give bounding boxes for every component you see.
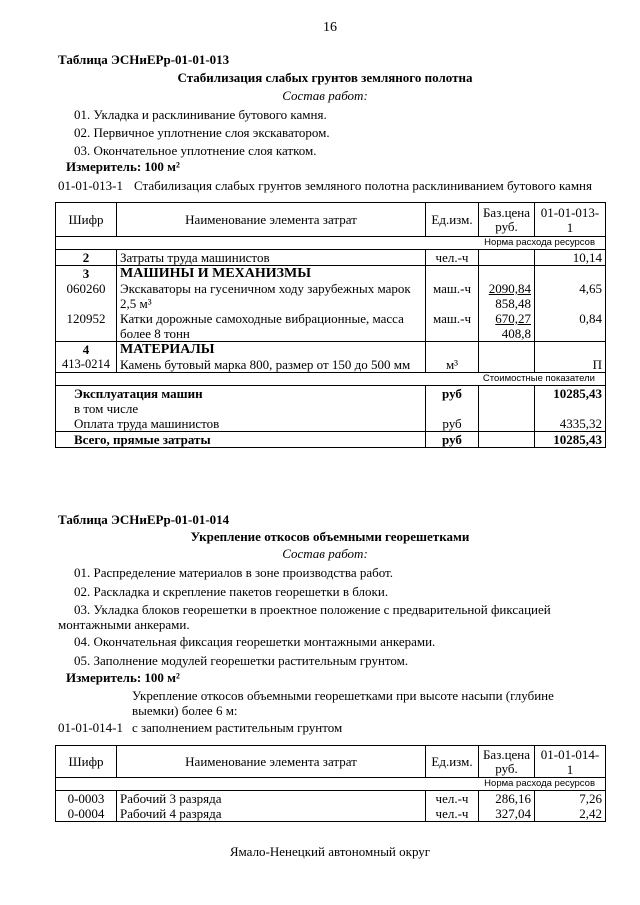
empty-cell (426, 342, 479, 358)
page-number: 16 (323, 20, 337, 35)
section-row (56, 266, 606, 282)
row-name: Затраты труда машинистов (117, 250, 426, 266)
table2-work-2: 02. Раскладка и скрепление пакетов георешетки в блоки. (74, 584, 389, 599)
section-code: 3 (56, 266, 117, 282)
norm-label-row (56, 778, 606, 791)
row-value: П (535, 357, 606, 373)
table1-meter: Измеритель: 100 м² (66, 159, 180, 174)
cost-total-value: 10285,43 (535, 432, 606, 448)
col-value-header: 01-01-013-1 (535, 203, 606, 237)
table2-group-text: Укрепление откосов объемными георешетками при высоте насыпи (глубине выемки) более 6 м: (132, 688, 554, 718)
table2-code-line-code: 01-01-014-1 (58, 720, 123, 735)
row-value: 2,42 (535, 806, 606, 822)
row-name: Рабочий 4 разряда (117, 806, 426, 822)
empty-cell (479, 401, 535, 416)
col-code-header: Шифр (56, 746, 117, 778)
row-code: 120952 (56, 311, 117, 342)
col-unit-header: Ед.изм. (426, 746, 479, 778)
table2-meter: Измеритель: 100 м² (66, 670, 180, 685)
table1-title: Стабилизация слабых грунтов земляного полотна (177, 70, 473, 85)
col-name-header: Наименование элемента затрат (117, 746, 426, 778)
row-unit: маш.-ч (426, 281, 479, 311)
table2-caption: Таблица ЭСНиЕРр-01-01-014 (58, 512, 230, 527)
table1-work-1: 01. Укладка и расклинивание бутового камня. (74, 107, 327, 122)
table-row (56, 791, 606, 807)
cost-operator-value: 4335,32 (535, 416, 606, 432)
col-value-header: 01-01-014-1 (535, 746, 606, 778)
cost-operator-label: Оплата труда машинистов (56, 416, 426, 432)
col-code-header: Шифр (56, 203, 117, 237)
table2-work-5: 05. Заполнение модулей георешетки растительным грунтом. (74, 653, 409, 668)
cost-total-label: Всего, прямые затраты (56, 432, 426, 448)
row-unit: чел.-ч (426, 791, 479, 807)
row-price: 327,04 (479, 806, 535, 822)
cost-row (56, 432, 606, 448)
table-row (56, 357, 606, 373)
row-code: 2 (56, 250, 117, 266)
table2-code-line-text: с заполнением растительным грунтом (132, 720, 343, 735)
table1-work-2: 02. Первичное уплотнение слоя экскаватором. (74, 125, 330, 140)
row-price: 286,16 (479, 791, 535, 807)
col-price-header: Баз.цена руб. (479, 746, 535, 778)
empty-cell (479, 342, 535, 358)
empty-cell (479, 357, 535, 373)
cost-label-row (56, 373, 606, 386)
row-value: 7,26 (535, 791, 606, 807)
table-row (56, 806, 606, 822)
cost-label: Стоимостные показатели (56, 373, 606, 386)
table1-header-row (56, 203, 606, 237)
section-code: 4 (56, 342, 117, 358)
page-footer: Ямало-Ненецкий автономный округ (229, 844, 431, 859)
row-name: Камень бутовый марка 800, размер от 150 до 500 мм (117, 357, 426, 373)
section-name: МАШИНЫ И МЕХАНИЗМЫ (117, 266, 426, 282)
empty-cell (479, 386, 535, 402)
col-unit-header: Ед.изм. (426, 203, 479, 237)
table-row (56, 281, 606, 311)
empty-cell (535, 342, 606, 358)
row-value: 10,14 (535, 250, 606, 266)
empty-cell (479, 416, 535, 432)
row-code: 060260 (56, 281, 117, 311)
table1-work-3: 03. Окончательное уплотнение слоя катком. (74, 143, 317, 158)
cost-including-label: в том числе (56, 401, 426, 416)
empty-cell (535, 401, 606, 416)
table1-code-line-text: Стабилизация слабых грунтов земляного полотна расклиниванием бутового камня (134, 178, 592, 193)
table2-work-3: 03. Укладка блоков георешетки в проектное положение с предварительной фиксацией монтажными анкерами. (58, 602, 551, 632)
table1-code-line-code: 01-01-013-1 (58, 178, 123, 193)
price-primary: 2090,84 (488, 281, 531, 296)
row-value: 4,65 (535, 281, 606, 311)
table2-title: Укрепление откосов объемными георешетками (190, 529, 470, 544)
norm-label-row (56, 237, 606, 250)
empty-cell (535, 266, 606, 282)
empty-cell (479, 432, 535, 448)
row-unit: маш.-ч (426, 311, 479, 342)
row-unit: м³ (426, 357, 479, 373)
empty-cell (426, 266, 479, 282)
section-name: МАТЕРИАЛЫ (117, 342, 426, 358)
cost-exploitation-unit: руб (426, 386, 479, 402)
cost-row (56, 386, 606, 402)
cost-operator-unit: руб (426, 416, 479, 432)
price-secondary: 858,48 (495, 296, 531, 311)
row-price (479, 281, 535, 311)
row-code: 413-0214 (56, 357, 117, 373)
row-name: Катки дорожные самоходные вибрационные, масса более 8 тонн (117, 311, 426, 342)
table1-work-heading: Состав работ: (282, 88, 368, 103)
table2-header-row (56, 746, 606, 778)
table2 (55, 745, 606, 822)
row-price (479, 250, 535, 266)
price-secondary: 408,8 (501, 326, 531, 341)
norm-label: Норма расхода ресурсов (56, 778, 606, 791)
row-code: 0-0004 (56, 806, 117, 822)
col-price-header: Баз.цена руб. (479, 203, 535, 237)
table2-work-1: 01. Распределение материалов в зоне производства работ. (74, 565, 394, 580)
row-value: 0,84 (535, 311, 606, 342)
row-price (479, 311, 535, 342)
row-code: 0-0003 (56, 791, 117, 807)
norm-label: Норма расхода ресурсов (56, 237, 606, 250)
table-row (56, 250, 606, 266)
table1-caption: Таблица ЭСНиЕРр-01-01-013 (58, 52, 230, 67)
cost-total-unit: руб (426, 432, 479, 448)
section-row (56, 342, 606, 358)
table2-work-4: 04. Окончательная фиксация георешетки монтажными анкерами. (74, 634, 436, 649)
table1 (55, 202, 606, 448)
empty-cell (426, 401, 479, 416)
table2-work-heading: Состав работ: (282, 546, 368, 561)
cost-exploitation-value: 10285,43 (535, 386, 606, 402)
price-primary: 670,27 (495, 311, 531, 326)
cost-row (56, 416, 606, 432)
table-row (56, 311, 606, 342)
cost-exploitation-label: Эксплуатация машин (56, 386, 426, 402)
col-name-header: Наименование элемента затрат (117, 203, 426, 237)
row-unit: чел.-ч (426, 250, 479, 266)
row-name: Рабочий 3 разряда (117, 791, 426, 807)
row-name: Экскаваторы на гусеничном ходу зарубежных марок 2,5 м³ (117, 281, 426, 311)
empty-cell (479, 266, 535, 282)
row-unit: чел.-ч (426, 806, 479, 822)
cost-row (56, 401, 606, 416)
